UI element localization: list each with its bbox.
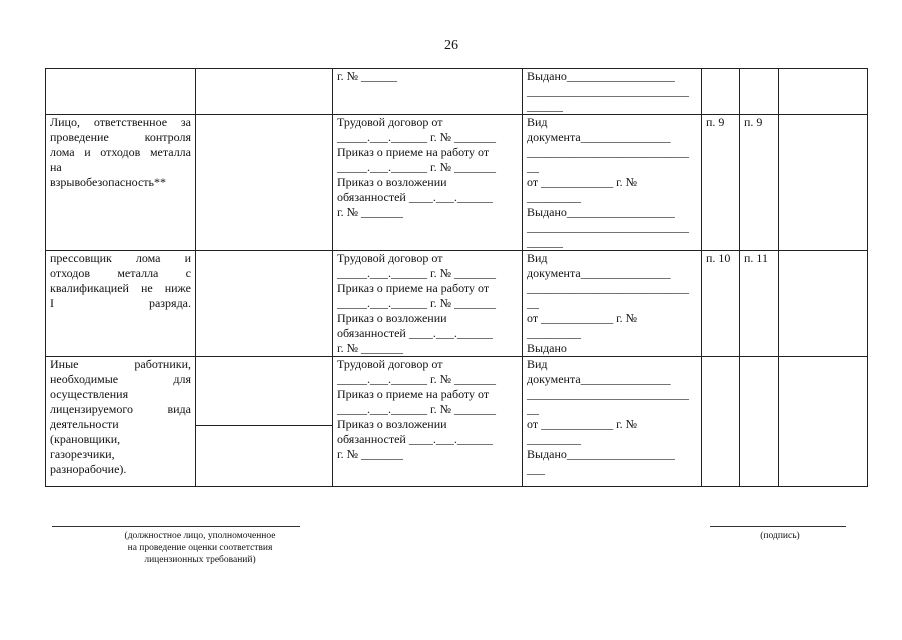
qualification-line: ___________________________ bbox=[527, 145, 689, 159]
employee-name-cell[interactable] bbox=[196, 115, 333, 251]
qualification-line: Вид bbox=[527, 115, 548, 129]
position-line: газорезчики, bbox=[50, 447, 115, 461]
document-line: г. № _______ bbox=[337, 447, 404, 461]
position-line: на bbox=[50, 160, 62, 174]
position-cell bbox=[46, 115, 196, 251]
document-line: обязанностей ____.___.______ bbox=[337, 432, 493, 446]
position-line: отходов металла с bbox=[50, 266, 191, 280]
employee-name-cell[interactable] bbox=[196, 251, 333, 357]
position-line: I разряда. bbox=[50, 296, 191, 310]
qualification-line: документа_______________ bbox=[527, 372, 671, 386]
document-line: Приказ о приеме на работу от bbox=[337, 387, 490, 401]
qualification-document-cell bbox=[523, 357, 702, 487]
document-line: Приказ о приеме на работу от bbox=[337, 145, 490, 159]
table-row bbox=[46, 357, 868, 487]
document-line: обязанностей ____.___.______ bbox=[337, 190, 493, 204]
document-line: _____.___.______ г. № _______ bbox=[337, 160, 497, 174]
qualification-line: Выдано__________________ bbox=[527, 69, 675, 83]
document-line: Трудовой договор от bbox=[337, 115, 443, 129]
position-line: Лицо, ответственное за bbox=[50, 115, 191, 129]
qualification-document-cell bbox=[523, 251, 702, 357]
qualification-document-cell bbox=[523, 115, 702, 251]
signature-line bbox=[710, 526, 846, 527]
position-cell bbox=[46, 251, 196, 357]
qualification-line: Выдано bbox=[527, 341, 567, 355]
document-line: г. № ______ bbox=[337, 69, 398, 83]
table-row bbox=[46, 115, 868, 251]
qualification-line: документа_______________ bbox=[527, 130, 671, 144]
qualification-line: _________ bbox=[527, 190, 581, 204]
position-line: лицензируемого вида bbox=[50, 402, 191, 416]
position-line: Иные работники, bbox=[50, 357, 191, 371]
qualification-line: _________ bbox=[527, 326, 581, 340]
document-line: обязанностей ____.___.______ bbox=[337, 326, 493, 340]
qualification-line: __ bbox=[527, 160, 539, 174]
document-line: Приказ о возложении bbox=[337, 175, 447, 189]
qualification-line: __ bbox=[527, 296, 539, 310]
position-line: (крановщики, bbox=[50, 432, 121, 446]
table-row bbox=[46, 69, 868, 115]
qualification-line: ___________________________ bbox=[527, 281, 689, 295]
employee-name-cell[interactable] bbox=[196, 357, 333, 487]
position-cell bbox=[46, 357, 196, 487]
qualification-line: Выдано__________________ bbox=[527, 205, 675, 219]
requirement-point-cell: п. 11 bbox=[740, 251, 779, 357]
document-line: _____.___.______ г. № _______ bbox=[337, 266, 497, 280]
position-cell bbox=[46, 69, 196, 115]
document-line: Приказ о приеме на работу от bbox=[337, 281, 490, 295]
official-signature-line bbox=[52, 526, 300, 527]
document-line: Трудовой договор от bbox=[337, 357, 443, 371]
documents-cell bbox=[333, 251, 523, 357]
position-line: проведение контроля bbox=[50, 130, 191, 144]
page-number: 26 bbox=[444, 38, 458, 53]
requirement-point-cell: п. 9 bbox=[702, 115, 740, 251]
notes-cell[interactable] bbox=[779, 251, 868, 357]
employee-name-cell[interactable] bbox=[196, 69, 333, 115]
official-caption-line: лицензионных требований) bbox=[144, 555, 256, 565]
qualification-line: от ____________ г. № bbox=[527, 175, 638, 189]
document-line: г. № _______ bbox=[337, 205, 404, 219]
position-line: необходимые для bbox=[50, 372, 191, 386]
requirement-point-cell: п. 9 bbox=[740, 115, 779, 251]
document-line: _____.___.______ г. № _______ bbox=[337, 296, 497, 310]
notes-cell[interactable] bbox=[779, 357, 868, 487]
official-caption bbox=[90, 530, 310, 566]
qualification-line: ___________________________ bbox=[527, 84, 689, 98]
requirement-point-cell bbox=[740, 69, 779, 115]
document-line: г. № _______ bbox=[337, 341, 404, 355]
requirement-point-cell bbox=[702, 357, 740, 487]
notes-cell[interactable] bbox=[779, 69, 868, 115]
position-line: осуществления bbox=[50, 387, 129, 401]
qualification-line: от ____________ г. № bbox=[527, 417, 638, 431]
signature-caption: (подпись) bbox=[760, 531, 800, 541]
qualification-line: __ bbox=[527, 402, 539, 416]
position-line: взрывобезопасность** bbox=[50, 175, 166, 189]
qualification-line: ___________________________ bbox=[527, 387, 689, 401]
qualification-line: ______ bbox=[527, 235, 563, 249]
qualification-line: Вид bbox=[527, 357, 548, 371]
position-line: разнорабочие). bbox=[50, 462, 127, 476]
official-caption-line: на проведение оценки соответствия bbox=[127, 543, 273, 553]
document-line: Трудовой договор от bbox=[337, 251, 443, 265]
qualification-line: от ____________ г. № bbox=[527, 311, 638, 325]
qualification-document-cell bbox=[523, 69, 702, 115]
document-line: Приказ о возложении bbox=[337, 311, 447, 325]
documents-cell bbox=[333, 357, 523, 487]
document-line: Приказ о возложении bbox=[337, 417, 447, 431]
qualification-line: ______ bbox=[527, 99, 563, 113]
documents-cell bbox=[333, 69, 523, 115]
document-line: _____.___.______ г. № _______ bbox=[337, 372, 497, 386]
qualification-line: Вид bbox=[527, 251, 548, 265]
table-row bbox=[46, 251, 868, 357]
document-line: _____.___.______ г. № _______ bbox=[337, 402, 497, 416]
qualification-line: ___________________________ bbox=[527, 220, 689, 234]
requirement-point-cell: п. 10 bbox=[702, 251, 740, 357]
cell-divider bbox=[196, 425, 332, 426]
position-line: лома и отходов металла bbox=[50, 145, 191, 159]
document-line: _____.___.______ г. № _______ bbox=[337, 130, 497, 144]
personnel-table bbox=[45, 68, 868, 487]
position-line: прессовщик лома и bbox=[50, 251, 191, 265]
qualification-line: _________ bbox=[527, 432, 581, 446]
qualification-line: документа_______________ bbox=[527, 266, 671, 280]
position-line: деятельности bbox=[50, 417, 119, 431]
position-line: квалификацией не ниже bbox=[50, 281, 191, 295]
official-caption-line: (должностное лицо, уполномоченное bbox=[124, 531, 276, 541]
notes-cell[interactable] bbox=[779, 115, 868, 251]
requirement-point-cell bbox=[702, 69, 740, 115]
documents-cell bbox=[333, 115, 523, 251]
qualification-line: ___ bbox=[527, 462, 545, 476]
requirement-point-cell bbox=[740, 357, 779, 487]
qualification-line: Выдано__________________ bbox=[527, 447, 675, 461]
